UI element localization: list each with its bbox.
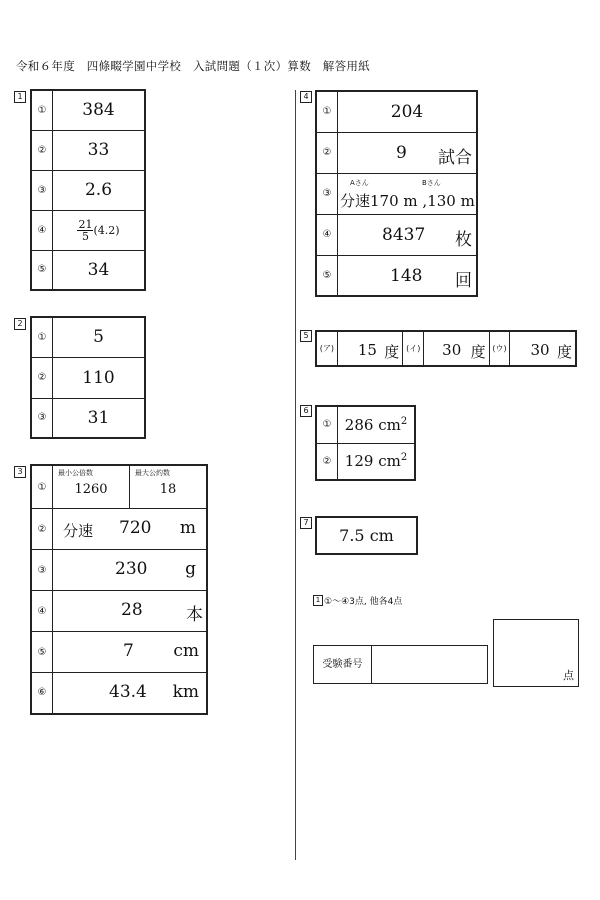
- row-label: (ウ): [489, 331, 510, 366]
- answer-prefix: 分速: [63, 522, 94, 540]
- answer-value: 5: [53, 317, 146, 357]
- answer-value: 34: [53, 250, 146, 290]
- fraction-numerator: 21: [78, 217, 93, 231]
- gcd-value: 18: [159, 482, 177, 497]
- page-title: 令和６年度 四條畷学園中学校 入試問題（１次）算数 解答用紙: [16, 59, 370, 73]
- answer-unit: km: [172, 682, 199, 702]
- scoring-note: ①〜④3点, 他各4点: [324, 597, 403, 607]
- answer-cell: [337, 331, 402, 366]
- answer-cell: [53, 673, 208, 714]
- answer-cell: [424, 331, 489, 366]
- row-label: ①: [31, 90, 53, 130]
- row-label: ①: [316, 91, 338, 132]
- answer-cell: [338, 406, 416, 443]
- answer-unit: cm: [369, 526, 394, 545]
- exam-number-field[interactable]: [372, 646, 487, 683]
- row-label: ③: [31, 550, 53, 591]
- answer-value: 9: [396, 142, 407, 163]
- column-divider: [295, 90, 296, 860]
- answer-unit: 度: [470, 343, 486, 361]
- row-label: ①: [31, 465, 53, 509]
- speed-answer-cell: [338, 173, 478, 214]
- row-label: ④: [31, 591, 53, 632]
- answer-table-q6: [315, 405, 416, 481]
- row-label: ⑤: [31, 250, 53, 290]
- answer-value: 30: [442, 341, 462, 359]
- answer-value: 286: [344, 415, 374, 434]
- row-label: ⑤: [316, 255, 338, 296]
- row-label: ⑤: [31, 632, 53, 673]
- question-number-3: 3: [14, 466, 26, 478]
- answer-cell: [53, 591, 208, 632]
- question-number-7: 7: [300, 517, 312, 529]
- answer-value: 7.5: [339, 526, 365, 545]
- person-b-label: Bさん: [422, 178, 441, 187]
- row-label: ③: [31, 398, 53, 438]
- row-label: ③: [31, 170, 53, 210]
- answer-value: 28: [121, 600, 143, 620]
- lcm-label: 最小公倍数: [58, 469, 93, 477]
- answer-value: 33: [53, 130, 146, 170]
- row-label: ⑥: [31, 673, 53, 714]
- row-label: (イ): [403, 331, 424, 366]
- unit-exponent: 2: [400, 452, 408, 464]
- row-label: ②: [31, 357, 53, 398]
- answer-table-q5: [315, 330, 577, 367]
- answer-value: 129: [344, 452, 374, 471]
- answer-table-q2: [30, 316, 146, 439]
- row-label: ②: [316, 132, 338, 173]
- answer-cell: [338, 214, 478, 255]
- person-b-value: 130 m: [427, 191, 475, 210]
- answer-value: 7: [123, 641, 134, 661]
- row-label: ②: [31, 130, 53, 170]
- score-box[interactable]: [493, 619, 579, 687]
- answer-unit: m: [179, 518, 196, 538]
- answer-cell: [53, 632, 208, 673]
- answer-value: 384: [53, 90, 146, 130]
- answer-unit: 回: [455, 270, 472, 291]
- row-label: (ア): [316, 331, 337, 366]
- answer-prefix: 分速: [340, 191, 371, 210]
- answer-table-q3: [30, 464, 208, 715]
- answer-unit: 度: [556, 343, 572, 361]
- row-label: ④: [31, 210, 53, 250]
- answer-cell: [338, 132, 478, 173]
- answer-value: 148: [390, 265, 423, 286]
- answer-cell: [338, 255, 478, 296]
- answer-value: 720: [119, 518, 152, 538]
- row-label: ③: [316, 173, 338, 214]
- fraction: [77, 219, 93, 242]
- answer-value: 15: [357, 341, 377, 359]
- answer-value: 30: [530, 341, 550, 359]
- person-a-value: 170 m: [370, 191, 418, 210]
- exam-number-box: [313, 645, 488, 684]
- answer-unit: 試合: [438, 147, 472, 168]
- answer-unit: 度: [384, 343, 400, 361]
- question-number-5: 5: [300, 330, 312, 342]
- lcm-box: [53, 466, 130, 508]
- answer-unit: cm: [173, 641, 199, 661]
- answer-table-q1: [30, 89, 146, 291]
- answer-cell: [338, 443, 416, 480]
- scoring-question-number: 1: [313, 595, 323, 606]
- question-number-2: 2: [14, 318, 26, 330]
- answer-value: 204: [338, 91, 478, 132]
- speed-answer: [340, 190, 475, 211]
- answer-fraction-cell: [53, 210, 146, 250]
- person-a-label: Aさん: [350, 178, 369, 187]
- answer-unit: cm: [378, 415, 401, 434]
- answer-cell: [53, 509, 208, 550]
- unit-exponent: 2: [400, 415, 408, 427]
- question-number-1: 1: [14, 91, 26, 103]
- separator: ,: [422, 191, 428, 210]
- gcd-box: [130, 466, 206, 508]
- answer-value: 31: [53, 398, 146, 438]
- lcm-gcd-cell: [53, 465, 208, 509]
- exam-number-label: 受験番号: [314, 646, 372, 683]
- row-label: ④: [316, 214, 338, 255]
- gcd-label: 最大公約数: [135, 469, 170, 477]
- fraction-denominator: 5: [81, 229, 89, 243]
- row-label: ②: [316, 443, 338, 480]
- answer-unit: 本: [186, 605, 203, 625]
- decimal-alternative: (4.2): [93, 223, 120, 237]
- row-label: ①: [316, 406, 338, 443]
- answer-box-q7: [315, 516, 418, 555]
- lcm-value: 1260: [74, 482, 108, 497]
- answer-value: 8437: [382, 224, 426, 245]
- answer-value: 2.6: [53, 170, 146, 210]
- answer-value: 110: [53, 357, 146, 398]
- answer-unit: 枚: [455, 229, 472, 250]
- score-unit-label: 点: [563, 669, 574, 682]
- answer-cell: [510, 331, 576, 366]
- question-number-4: 4: [300, 91, 312, 103]
- answer-unit: cm: [378, 452, 401, 471]
- question-number-6: 6: [300, 405, 312, 417]
- answer-value: 43.4: [109, 682, 147, 702]
- answer-value: 230: [115, 559, 148, 579]
- answer-cell: [53, 550, 208, 591]
- answer-unit: g: [185, 559, 196, 579]
- row-label: ②: [31, 509, 53, 550]
- row-label: ①: [31, 317, 53, 357]
- answer-table-q4: [315, 90, 478, 297]
